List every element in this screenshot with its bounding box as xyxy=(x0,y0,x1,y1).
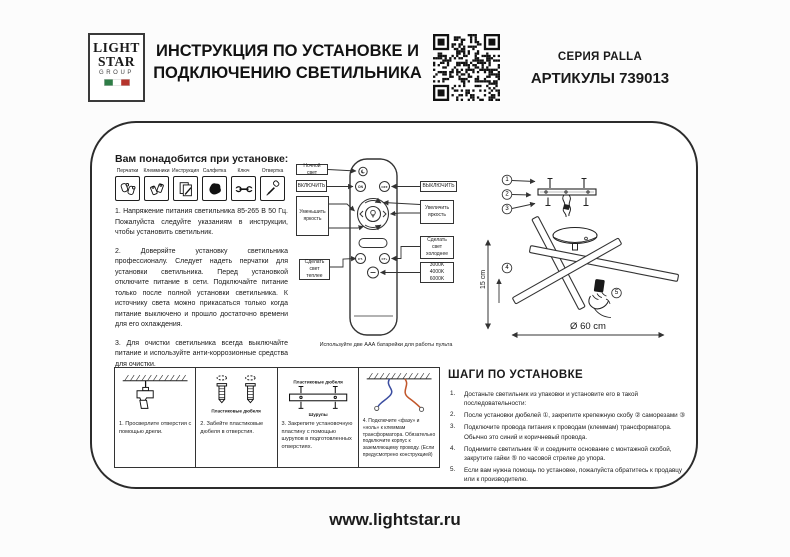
tool-screwdriver: Отвертка xyxy=(259,168,286,201)
label-colder: Сделать свет холоднее xyxy=(420,236,454,259)
screws-label: Шурупы xyxy=(308,412,328,418)
label-dim-up: Увеличить яркость xyxy=(420,200,454,224)
tool-gloves: Перчатки xyxy=(114,168,141,201)
gloves-icon xyxy=(119,180,137,198)
callout-4: 4 xyxy=(505,265,509,271)
logo-word-group: GROUP xyxy=(98,70,134,76)
terminals-icon xyxy=(148,180,166,198)
install-step: 5. Если вам нужна помощь по установке, пожалуйста обратитесь к продавцу или к производителю. xyxy=(450,465,683,483)
pill-button xyxy=(359,239,387,248)
tool-napkin: Салфетка xyxy=(201,168,228,201)
screw xyxy=(584,198,589,206)
lightstar-logo xyxy=(88,33,145,102)
panel-caption-3: 3. Закрепите установочную пластину с помощью шурупов в подготовленных отверстиях. xyxy=(281,421,353,450)
instruction-icon xyxy=(177,180,195,198)
install-steps xyxy=(448,369,690,487)
tool-terminals: Клеммники xyxy=(143,168,170,201)
logo-word-star: STAR xyxy=(97,53,135,69)
ct-plus-label: CT+ xyxy=(381,256,388,261)
wire-lug xyxy=(374,406,378,410)
neutral-wire xyxy=(378,379,392,407)
wrench-icon xyxy=(235,180,253,198)
articles-label: АРТИКУЛЫ 739013 xyxy=(530,70,670,87)
label-turn-on: ВКЛЮЧИТЬ xyxy=(296,180,327,192)
callout-5: 5 xyxy=(614,290,619,296)
fixture-diagram xyxy=(480,147,694,359)
height-dimension-label: 15 cm xyxy=(480,269,487,289)
dowels-label: Пластиковые дюбеля xyxy=(211,408,262,414)
remote-caption: Используйте две ААА батарейки для работы пульта xyxy=(319,342,453,348)
drill-drawing xyxy=(117,370,193,422)
tools-row xyxy=(114,168,286,201)
install-step: 3. Подключите провода питания к проводам (клеммам) трансформатора. Обычно это синий и коричневый провода. xyxy=(450,423,672,441)
fixture-drawing xyxy=(480,147,694,359)
note-3: 3. Для очистки светильника всегда выключайте питание и используйте анти-коррозионные средства для очистки. xyxy=(115,339,288,368)
panel-caption-2: 2. Забейте пластиковые дюбеля в отверстия. xyxy=(200,421,264,435)
wire-lug xyxy=(419,407,423,411)
tools-heading: Вам понадобится при установке: xyxy=(115,153,289,165)
tool-instruction: Инструкция xyxy=(172,168,199,201)
panel-caption-1: 1. Просверлите отверстия с помощью дрели. xyxy=(119,421,192,435)
plate-dowels-label: Пластиковые дюбеля xyxy=(292,379,343,385)
on-button-label: ON xyxy=(358,184,363,189)
ct-minus-label: CT- xyxy=(358,256,363,261)
screw xyxy=(546,198,551,206)
wiring-drawing xyxy=(361,370,437,422)
panel-wiring xyxy=(359,368,439,467)
off-button-label: OFF xyxy=(381,184,388,189)
label-warmer: Сделать свет теплее xyxy=(299,259,330,280)
italy-flag-icon xyxy=(104,79,130,86)
tool-wrench: Ключ xyxy=(230,168,257,201)
logo-word-light: LIGHT xyxy=(93,40,140,55)
note-2: 2. Доверяйте установку светильника профессионалу. Следует надеть перчатки для установки светильника. Перед установкой отключите питание в сети. Подключайте питание только после полной установки светильника. К источнику света можно прикасаться только когда питание выключено и прошло достаточно времени для его охлаждения. xyxy=(115,247,288,328)
handheld-remote xyxy=(594,279,605,293)
label-cct-values: 3000K 4000K 6000K xyxy=(420,262,454,283)
label-dim-down: Уменьшить яркость xyxy=(296,196,329,236)
main-panel xyxy=(90,121,698,489)
label-night-light: Ночной свет xyxy=(296,164,328,175)
screwdriver-icon xyxy=(264,180,282,198)
mounting-bracket xyxy=(538,179,596,206)
hand-with-remote xyxy=(589,279,611,318)
callout-2: 2 xyxy=(505,191,509,198)
light-bars xyxy=(512,216,678,310)
remote-diagram xyxy=(292,146,480,361)
panel-caption-4: 4. Подключите «фазу» и «ноль» к клеммам трансформатора. Обязательно подключите корпус к заземляющему проводу. (Если предусмотрено конструкцией) xyxy=(362,418,436,458)
series-block xyxy=(505,51,695,87)
callout-3: 3 xyxy=(505,206,509,212)
panel-dowels xyxy=(196,368,277,467)
series-label: СЕРИЯ PALLA xyxy=(557,51,643,63)
bulb-icon xyxy=(371,210,376,215)
install-step: 1. Достаньте светильник из упаковки и установите его в такой последовательности: xyxy=(450,390,638,408)
phase-wire xyxy=(405,379,420,408)
safety-notes xyxy=(115,207,288,378)
install-steps-list xyxy=(448,390,690,484)
footer-url: www.lightstar.ru xyxy=(329,510,461,529)
napkin-icon xyxy=(206,180,224,198)
diameter-dimension-label: Ø 60 cm xyxy=(570,321,606,332)
ceiling-hatch xyxy=(125,375,186,381)
dowels-drawing xyxy=(198,370,274,422)
install-step: 4. Поднимите светильник ④ и соедините основание с монтажной скобой, закрутите гайки ⑤ по часовой стрелке до упора. xyxy=(450,444,672,462)
page-title xyxy=(140,41,435,85)
title-line-1: ИНСТРУКЦИЯ ПО УСТАНОВКЕ И xyxy=(155,42,420,60)
canopy xyxy=(553,228,597,251)
install-steps-heading: ШАГИ ПО УСТАНОВКЕ xyxy=(448,369,584,381)
ceiling-hatch xyxy=(368,373,429,379)
install-panels xyxy=(114,367,440,468)
callout-1: 1 xyxy=(505,177,509,183)
panel-plate xyxy=(278,368,359,467)
note-1: 1. Напряжение питания светильника 85-265 В 50 Гц. Пожалуйста следуйте указаниям в инструкции, чтобы установить светильник. xyxy=(115,208,288,236)
label-turn-off: ВЫКЛЮЧИТЬ xyxy=(420,181,457,192)
plate-drawing xyxy=(280,370,356,422)
panel-drill xyxy=(115,368,196,467)
qr-code xyxy=(433,33,500,102)
title-line-2: ПОДКЛЮЧЕНИЮ СВЕТИЛЬНИКА xyxy=(153,63,422,82)
install-step: 2. После установки дюбелей ①, закрепите крепежную скобу ② саморезами ③ xyxy=(450,411,686,420)
